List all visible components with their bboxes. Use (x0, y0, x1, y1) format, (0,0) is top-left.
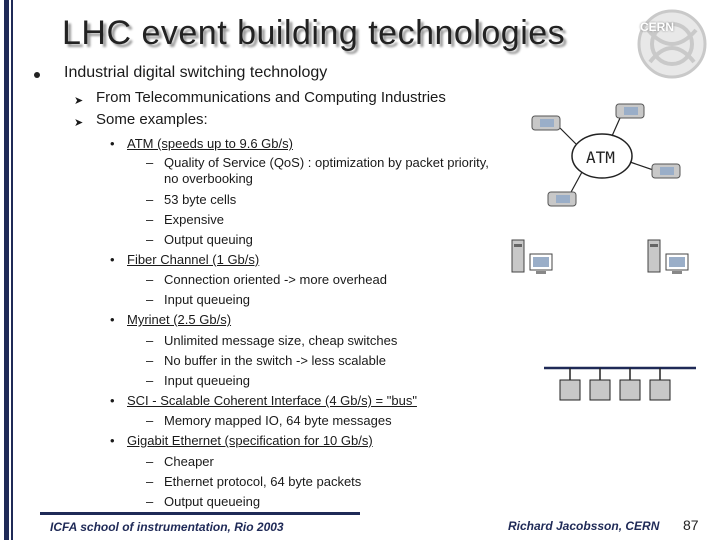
bullet-dot-icon (34, 72, 40, 78)
page-number: 87 (683, 517, 699, 533)
dash-icon: – (146, 192, 154, 207)
footer-right-text: Richard Jacobsson, CERN (508, 519, 660, 533)
bus-node-icon (650, 368, 670, 400)
bullet-level4: Memory mapped IO, 64 byte messages (164, 413, 392, 428)
bullet-level4: Output queueing (164, 494, 261, 509)
dash-icon: – (146, 474, 154, 489)
phone-icon (616, 104, 644, 118)
bullet-dot-icon: • (110, 433, 115, 448)
bullet-level3: ATM (speeds up to 9.6 Gb/s) (127, 136, 293, 151)
dash-icon: – (146, 413, 154, 428)
bullet-level1: Industrial digital switching technology (64, 64, 328, 81)
bullet-dot-icon: • (110, 136, 115, 151)
dash-icon: – (146, 232, 154, 247)
dash-icon: – (146, 494, 154, 509)
bullet-level4: Unlimited message size, cheap switches (164, 333, 398, 348)
dash-icon: – (146, 373, 154, 388)
dash-icon: – (146, 155, 154, 170)
bullet-level3: Gigabit Ethernet (specification for 10 Gb/s) (127, 433, 373, 448)
bullet-level4: Ethernet protocol, 64 byte packets (164, 474, 362, 489)
arrow-bullet-icon: ➤ (74, 95, 84, 107)
dash-icon: – (146, 353, 154, 368)
phone-icon (532, 116, 560, 130)
phone-icon (652, 164, 680, 178)
bullet-level4: Expensive (164, 212, 224, 227)
bullet-level4: 53 byte cells (164, 192, 237, 207)
bullet-level4: Input queueing (164, 292, 251, 307)
dash-icon: – (146, 212, 154, 227)
cern-logo-text: CERN (640, 20, 675, 34)
footer-divider (40, 512, 360, 515)
bullet-level3: Fiber Channel (1 Gb/s) (127, 252, 260, 267)
bullet-level4-continued: no overbooking (164, 171, 253, 186)
bullet-level3: Myrinet (2.5 Gb/s) (127, 312, 232, 327)
phone-icon (548, 192, 576, 206)
dash-icon: – (146, 333, 154, 348)
bullet-level2: Some examples: (96, 111, 208, 128)
left-decorative-bar (4, 0, 9, 540)
computer-icon (510, 238, 556, 278)
slide-title: LHC event building technologies (62, 14, 566, 52)
link-line (570, 172, 582, 194)
cern-logo (636, 8, 708, 80)
bullet-level2: From Telecommunications and Computing Industries (96, 89, 446, 106)
bus-node-icon (590, 368, 610, 400)
left-decorative-bar-thin (11, 0, 13, 540)
dash-icon: – (146, 292, 154, 307)
bullet-level4: Output queuing (164, 232, 253, 247)
bus-node-icon (560, 368, 580, 400)
bullet-dot-icon: • (110, 252, 115, 267)
bullet-level4: Cheaper (164, 454, 214, 469)
footer-left-text: ICFA school of instrumentation, Rio 2003 (50, 520, 284, 534)
dash-icon: – (146, 454, 154, 469)
bus-diagram (540, 360, 700, 410)
link-line (560, 128, 576, 144)
link-line (612, 118, 620, 136)
bullet-level4: Quality of Service (QoS) : optimization by packet priority, (164, 155, 489, 170)
atm-cloud-label: ATM (586, 148, 615, 167)
arrow-bullet-icon: ➤ (74, 117, 84, 129)
atm-network-diagram (520, 96, 710, 221)
bus-node-icon (620, 368, 640, 400)
bullet-dot-icon: • (110, 312, 115, 327)
bullet-dot-icon: • (110, 393, 115, 408)
bullet-level4: Input queueing (164, 373, 251, 388)
computer-icon (646, 238, 692, 278)
bullet-level4: No buffer in the switch -> less scalable (164, 353, 386, 368)
bullet-level4: Connection oriented -> more overhead (164, 272, 387, 287)
bullet-level3: SCI - Scalable Coherent Interface (4 Gb/s) = "bus" (127, 393, 417, 408)
dash-icon: – (146, 272, 154, 287)
